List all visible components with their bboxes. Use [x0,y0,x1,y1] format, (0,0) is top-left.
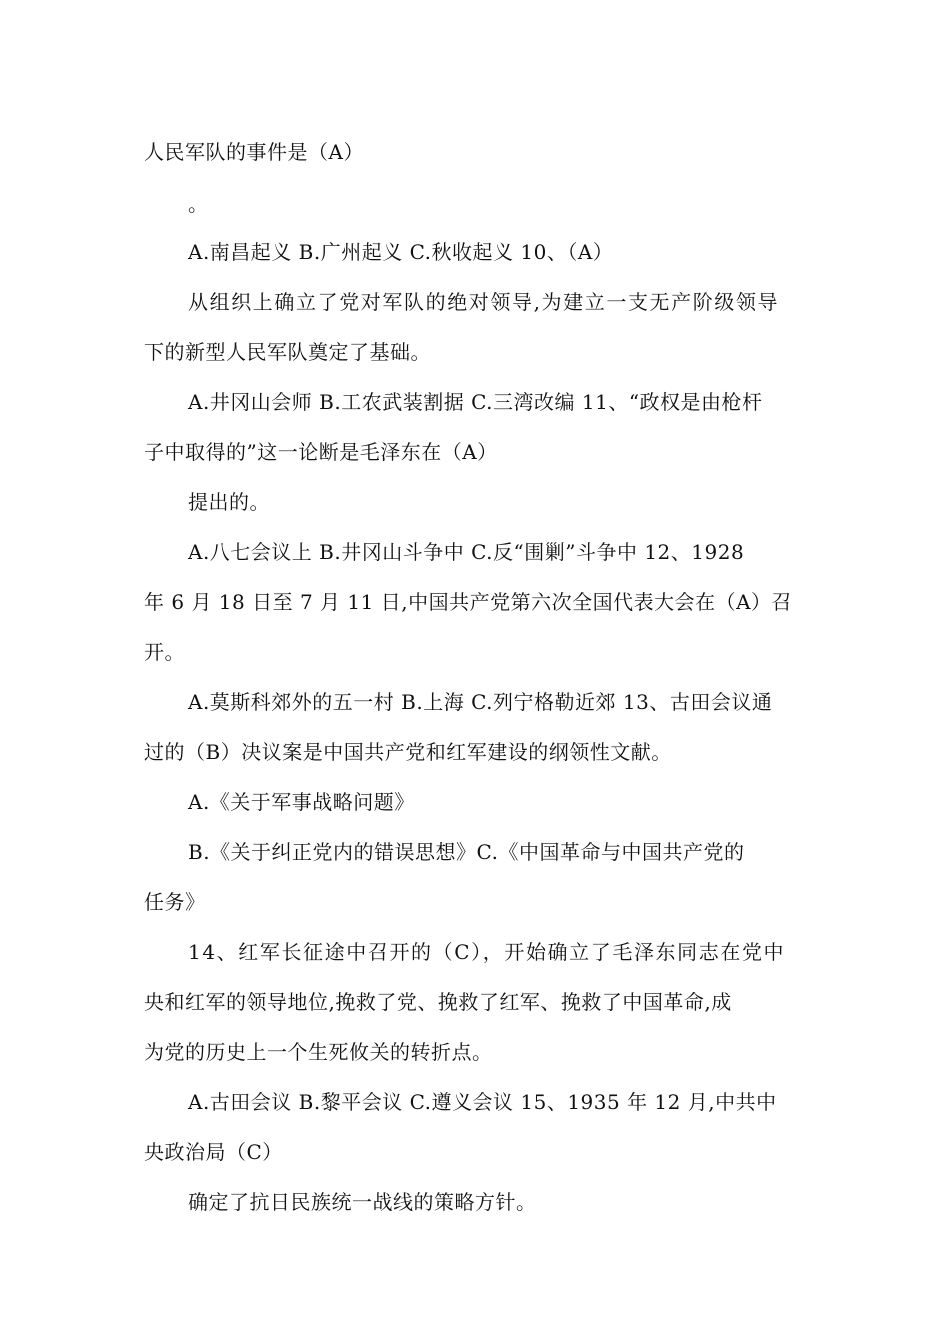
text-line: 。 [188,192,209,216]
text-line: 从组织上确立了党对军队的绝对领导,为建立一支无产阶级领导 [188,290,780,314]
text-line: 子中取得的”这一论断是毛泽东在（A） [144,440,498,464]
text-line: 确定了抗日民族统一战线的策略方针。 [188,1190,537,1214]
question-stem: 14、红军长征途中召开的（C），开始确立了毛泽东同志在党中 [188,940,786,964]
text-line: 过的（B）决议案是中国共产党和红军建设的纲领性文献。 [144,740,672,764]
question-options: A.井冈山会师 B.工农武装割据 C.三湾改编 11、“政权是由枪杆 [188,390,763,414]
text-line: 央和红军的领导地位,挽救了党、挽救了红军、挽救了中国革命,成 [144,990,732,1014]
text-line: 人民军队的事件是（A） [144,140,364,164]
question-options: A.古田会议 B.黎平会议 C.遵义会议 15、1935 年 12 月,中共中 [188,1090,777,1114]
text-line: 为党的历史上一个生死攸关的转折点。 [144,1040,493,1064]
text-line: 央政治局（C） [144,1140,283,1164]
question-options: A.《关于军事战略问题》 [188,790,415,814]
text-line: 年 6 月 18 日至 7 月 11 日,中国共产党第六次全国代表大会在（A）召 [144,590,793,614]
question-options: A.南昌起义 B.广州起义 C.秋收起义 10、（A） [188,240,614,264]
text-line: 下的新型人民军队奠定了基础。 [144,340,431,364]
question-options: B.《关于纠正党内的错误思想》C.《中国革命与中国共产党的 [188,840,745,864]
question-options: A.八七会议上 B.井冈山斗争中 C.反“围剿”斗争中 12、1928 [188,540,745,564]
text-line: 开。 [144,640,185,664]
text-line: 任务》 [144,890,206,914]
question-options: A.莫斯科郊外的五一村 B.上海 C.列宁格勒近郊 13、古田会议通 [188,690,773,714]
text-line: 提出的。 [188,490,270,514]
